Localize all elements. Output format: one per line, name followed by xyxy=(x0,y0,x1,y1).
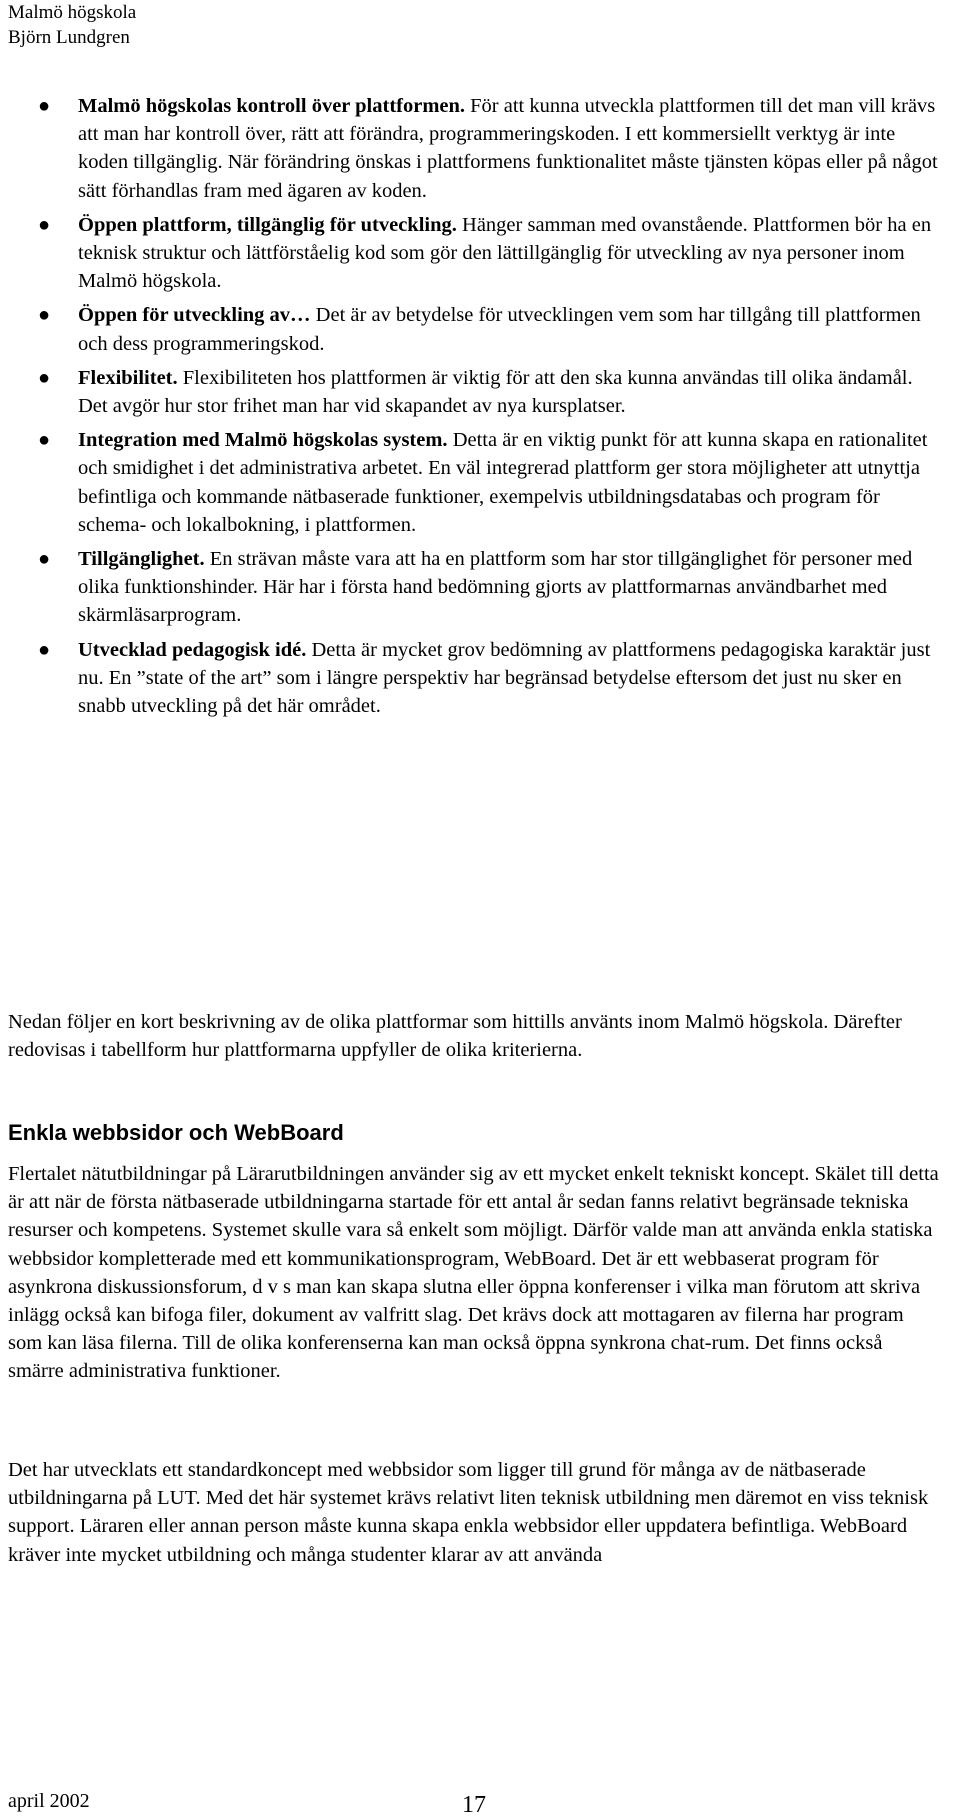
criteria-item xyxy=(0,301,960,357)
criteria-item xyxy=(0,92,960,205)
bullet-icon: ● xyxy=(38,638,51,661)
page-header xyxy=(8,0,136,50)
criteria-title: Integration med Malmö högskolas system. xyxy=(78,429,448,452)
footer-date: april 2002 xyxy=(8,1790,90,1812)
intro-paragraph: Nedan följer en kort beskrivning av de olika plattformar som hittills använts inom Malmö högskola. Därefter redovisas i tabellform hur plattformarna uppfyller de olika kriterierna. xyxy=(8,1011,902,1062)
section-heading: Enkla webbsidor och WebBoard xyxy=(8,1120,344,1145)
bullet-icon: ● xyxy=(38,213,51,236)
criteria-title: Flexibilitet. xyxy=(78,366,178,389)
criteria-item xyxy=(0,636,960,721)
bullet-icon: ● xyxy=(38,429,51,452)
criteria-text: För att kunna utveckla plattformen till det man vill krävs att man har kontroll över, rätt att förändra, programmeringskoden. I ett kommersiellt verktyg är inte koden tillgänglig. När förändring önskas i plattformens funktionalitet måste tjänsten köpas eller på något sätt förhandlas fram med ägaren av koden. xyxy=(78,95,938,202)
criteria-title: Tillgänglighet. xyxy=(78,548,205,571)
criteria-text: Hänger samman med ovanstående. Plattformen bör ha en teknisk struktur och lättförståelig kod som gör den lättillgänglig för utveckling av nya personer inom Malmö högskola. xyxy=(78,213,932,293)
body-paragraph: Det har utvecklats ett standardkoncept med webbsidor som ligger till grund för många av de nätbaserade utbildningarna på LUT. Med det här systemet krävs relativt liten teknisk utbildning men däremot en viss teknisk support. Läraren eller annan person måste kunna skapa enkla webbsidor eller uppdatera befintliga. WebBoard kräver inte mycket utbildning och många studenter klarar av att använda xyxy=(8,1459,929,1566)
bullet-icon: ● xyxy=(38,366,51,389)
body-paragraph: Flertalet nätutbildningar på Lärarutbildningen använder sig av ett mycket enkelt tekniskt koncept. Skälet till detta är att när de första nätbaserade utbildningarna startade för ett antal år sedan fanns relativt begränsade tekniska resurser och kompetens. Systemet skulle vara så enkelt som möjligt. Därför valde man att använda enkla statiska webbsidor kompletterade med ett kommunikationsprogram, WebBoard. Det är ett webbaserat program för asynkrona diskussionsforum, d v s man kan skapa slutna eller öppna konferenser i vilka man förutom att skriva inlägg också kan bifoga filer, dokument av valfritt slag. Det krävs dock att mottagaren av filerna har program som kan läsa filerna. Till de olika konferenserna kan man också öppna synkrona chat-rum. Det finns också smärre administrativa funktioner. xyxy=(8,1163,939,1383)
page-number: 17 xyxy=(462,1792,486,1818)
criteria-text: Det är av betydelse för utvecklingen vem som har tillgång till plattformen och dess programmeringskod. xyxy=(78,304,921,355)
header-author: Björn Lundgren xyxy=(8,27,130,48)
bullet-icon: ● xyxy=(38,304,51,327)
criteria-text: Flexibiliteten hos plattformen är viktig för att den ska kunna användas till olika ändamål. Det avgör hur stor frihet man har vid skapandet av nya kursplatser. xyxy=(78,366,913,418)
criteria-text: Detta är mycket grov bedömning av plattformens pedagogiska karaktär just nu. En ”state of the art” som i längre perspektiv har begränsad betydelse eftersom det just nu sker en snabb utveckling på det här området. xyxy=(78,638,931,718)
criteria-title: Öppen för utveckling av… xyxy=(78,304,311,327)
criteria-text: Detta är en viktig punkt för att kunna skapa en rationalitet och smidighet i det administrativa arbetet. En väl integrerad plattform ger stora möjligheter att utnyttja befintliga och kommande nätbaserade funktioner, exempelvis utbildningsdatabas och program för schema- och lokalbokning, i plattformen. xyxy=(78,429,928,536)
criteria-item xyxy=(0,545,960,630)
bullet-icon: ● xyxy=(38,548,51,571)
criteria-title: Öppen plattform, tillgänglig för utveckling. xyxy=(78,213,457,236)
criteria-item xyxy=(0,426,960,539)
criteria-item xyxy=(0,364,960,420)
criteria-title: Utvecklad pedagogisk idé. xyxy=(78,638,307,661)
header-institution: Malmö högskola xyxy=(8,2,137,23)
criteria-text: En strävan måste vara att ha en plattform som har stor tillgänglighet för personer med olika funktionshinder. Här har i första hand bedömning gjorts av plattformarnas användbarhet med skärmläsarprogram. xyxy=(78,548,913,627)
criteria-title: Malmö högskolas kontroll över plattformen. xyxy=(78,95,466,117)
criteria-item xyxy=(0,211,960,296)
criteria-list xyxy=(0,92,960,726)
bullet-icon: ● xyxy=(38,95,51,117)
